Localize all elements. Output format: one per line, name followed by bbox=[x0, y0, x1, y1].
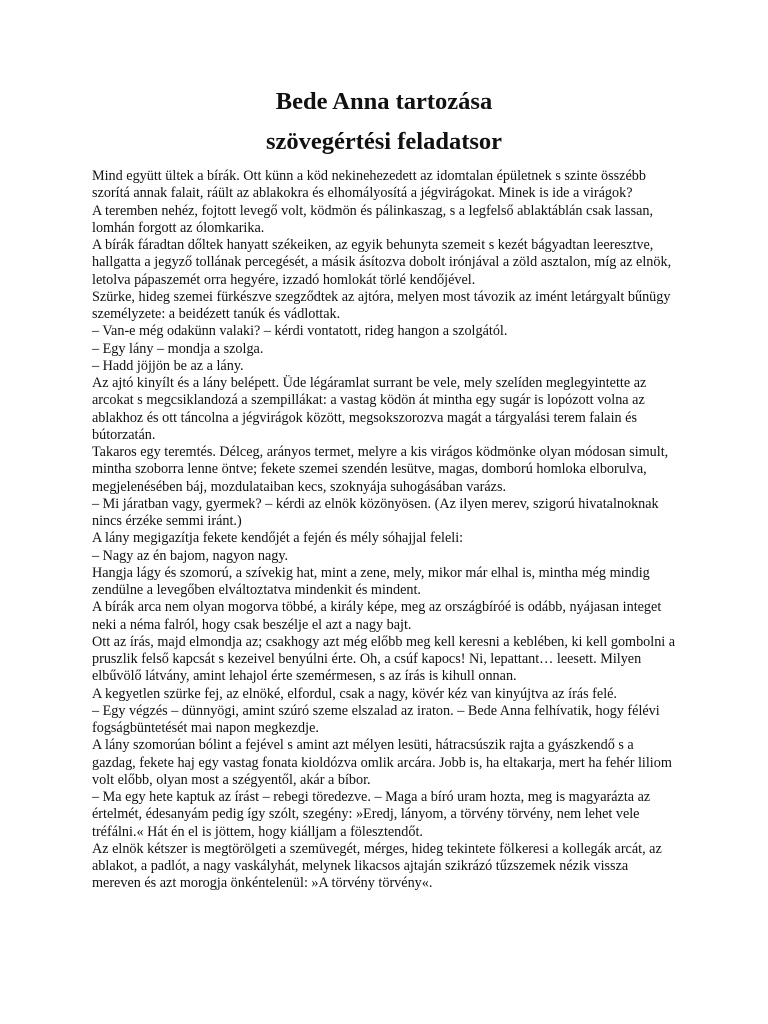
paragraph: Takaros egy teremtés. Délceg, arányos termet, melyre a kis virágos ködmönke olyan módosan simult, mintha szoborra lenne öntve; fekete szemei szendén lesütve, magas, domború homloka elborulva, megjelenésében báj, mozdulataiban kecs, szoknyája suhogásában varázs. bbox=[92, 444, 669, 495]
paragraph: A lány megigazítja fekete kendőjét a fején és mély sóhajjal feleli: bbox=[92, 530, 464, 547]
paragraph: A bírák fáradtan dőltek hanyatt székeiken, az egyik behunyta szemeit s kezét bágyadtan leeresztve, hallgatta a jegyző tollának percegését, a másik ásítozva dobolt irónjával a zöld asztalon, míg az elnök, letolva pápaszemét orra hegyére, izzadó homlokát törlé kendőjével. bbox=[92, 237, 672, 288]
document-body bbox=[92, 168, 676, 893]
document-subtitle: szövegértési feladatsor bbox=[265, 128, 503, 155]
paragraph: Ott az írás, majd elmondja az; csakhogy azt még előbb meg kell keresni a keblében, ki kell gombolni a pruszlik felső kapcsát s kezeivel benyúlni érte. Oh, a csúf kapocs! Ni, lepattant… leesett. Milyen elbűvölő látvány, amint lehajol érte szemérmesen, s az írás is kihull onnan. bbox=[92, 633, 676, 685]
paragraph: Hangja lágy és szomorú, a szívekig hat, mint a zene, mely, mikor már elhal is, mintha még mindig zendülne a levegőben elváltoztatva mindenkit és mindent. bbox=[92, 564, 650, 598]
document-title: Bede Anna tartozása bbox=[275, 88, 493, 115]
paragraph: A lány szomorúan bólint a fejével s amint azt mélyen lesüti, hátracsúszik rajta a gyászkendő s a gazdag, fekete haj egy vastag fonata kioldózva omlik arcára. Jobb is, ha eltakarja, mert ha fehér liliom volt előbb, olyan most a szégyentől, akár a bíbor. bbox=[92, 737, 672, 788]
paragraph: A teremben nehéz, fojtott levegő volt, ködmön és pálinkaszag, s a legfelső ablaktáblán csak lassan, lomhán forgott az ólomkarika. bbox=[92, 202, 654, 236]
paragraph: – Van-e még odakünn valaki? – kérdi vontatott, rideg hangon a szolgától. bbox=[92, 323, 508, 340]
paragraph: A bírák arca nem olyan mogorva többé, a király képe, meg az országbíróé is odább, nyájasan integet neki a néma falról, hogy csak beszélje el azt a nagy bajt. bbox=[92, 599, 662, 633]
paragraph: – Egy végzés – dünnyögi, amint szúró szeme elszalad az iraton. – Bede Anna felhívatik, hogy félévi fogságbüntetését mai napon megkezdje. bbox=[92, 702, 660, 736]
paragraph: Az ajtó kinyílt és a lány belépett. Üde légáramlat surrant be vele, mely szelíden meglegyintette az arcokat s megcsiklandozá a szempillákat: a vastag ködön át mintha egy sugár is lopózott volna az ablakhoz és ott táncolna a jégvirágok között, megsokszorozva magát a tárgyalási terem falain és bútorzatán. bbox=[92, 375, 647, 443]
paragraph: A kegyetlen szürke fej, az elnöké, elfordul, csak a nagy, kövér kéz van kinyújtva az írás felé. bbox=[92, 685, 617, 702]
paragraph: Mind együtt ültek a bírák. Ott künn a köd nekinehezedett az idomtalan épületnek s szinte összébb szorítá annak falait, ráült az ablakokra és elhomályosítá a jégvirágokat. Minek is ide a virágok? bbox=[92, 168, 646, 202]
paragraph: – Hadd jöjjön be az a lány. bbox=[92, 357, 244, 374]
paragraph: Szürke, hideg szemei fürkészve szegződtek az ajtóra, melyen most távozik az imént letárgyalt bűnügy személyzete: a beidézett tanúk és vádlottak. bbox=[92, 288, 671, 322]
paragraph: – Mi járatban vagy, gyermek? – kérdi az elnök közönyösen. (Az ilyen merev, szigorú hivatalnoknak nincs érzéke semmi iránt.) bbox=[92, 495, 659, 529]
paragraph: Az elnök kétszer is megtörölgeti a szemüvegét, mérges, hideg tekintete fölkeresi a kollegák arcát, az ablakot, a padlót, a nagy vaskályhát, melynek likacsos ajtaján szikrázó tűzszemek nézik vissza mereven és azt morogja önkéntelenül: »A törvény törvény«. bbox=[92, 840, 662, 892]
paragraph: – Nagy az én bajom, nagyon nagy. bbox=[92, 547, 289, 564]
paragraph: – Egy lány – mondja a szolga. bbox=[92, 340, 264, 357]
paragraph: – Ma egy hete kaptuk az írást – rebegi töredezve. – Maga a bíró uram hozta, meg is magyarázta az értelmét, édesanyám pedig így szólt, szegény: »Eredj, lányom, a törvény törvény, nem lehet vele tréfálni.« Hát én el is jöttem, hogy kiálljam a fölesztendőt. bbox=[92, 789, 651, 840]
